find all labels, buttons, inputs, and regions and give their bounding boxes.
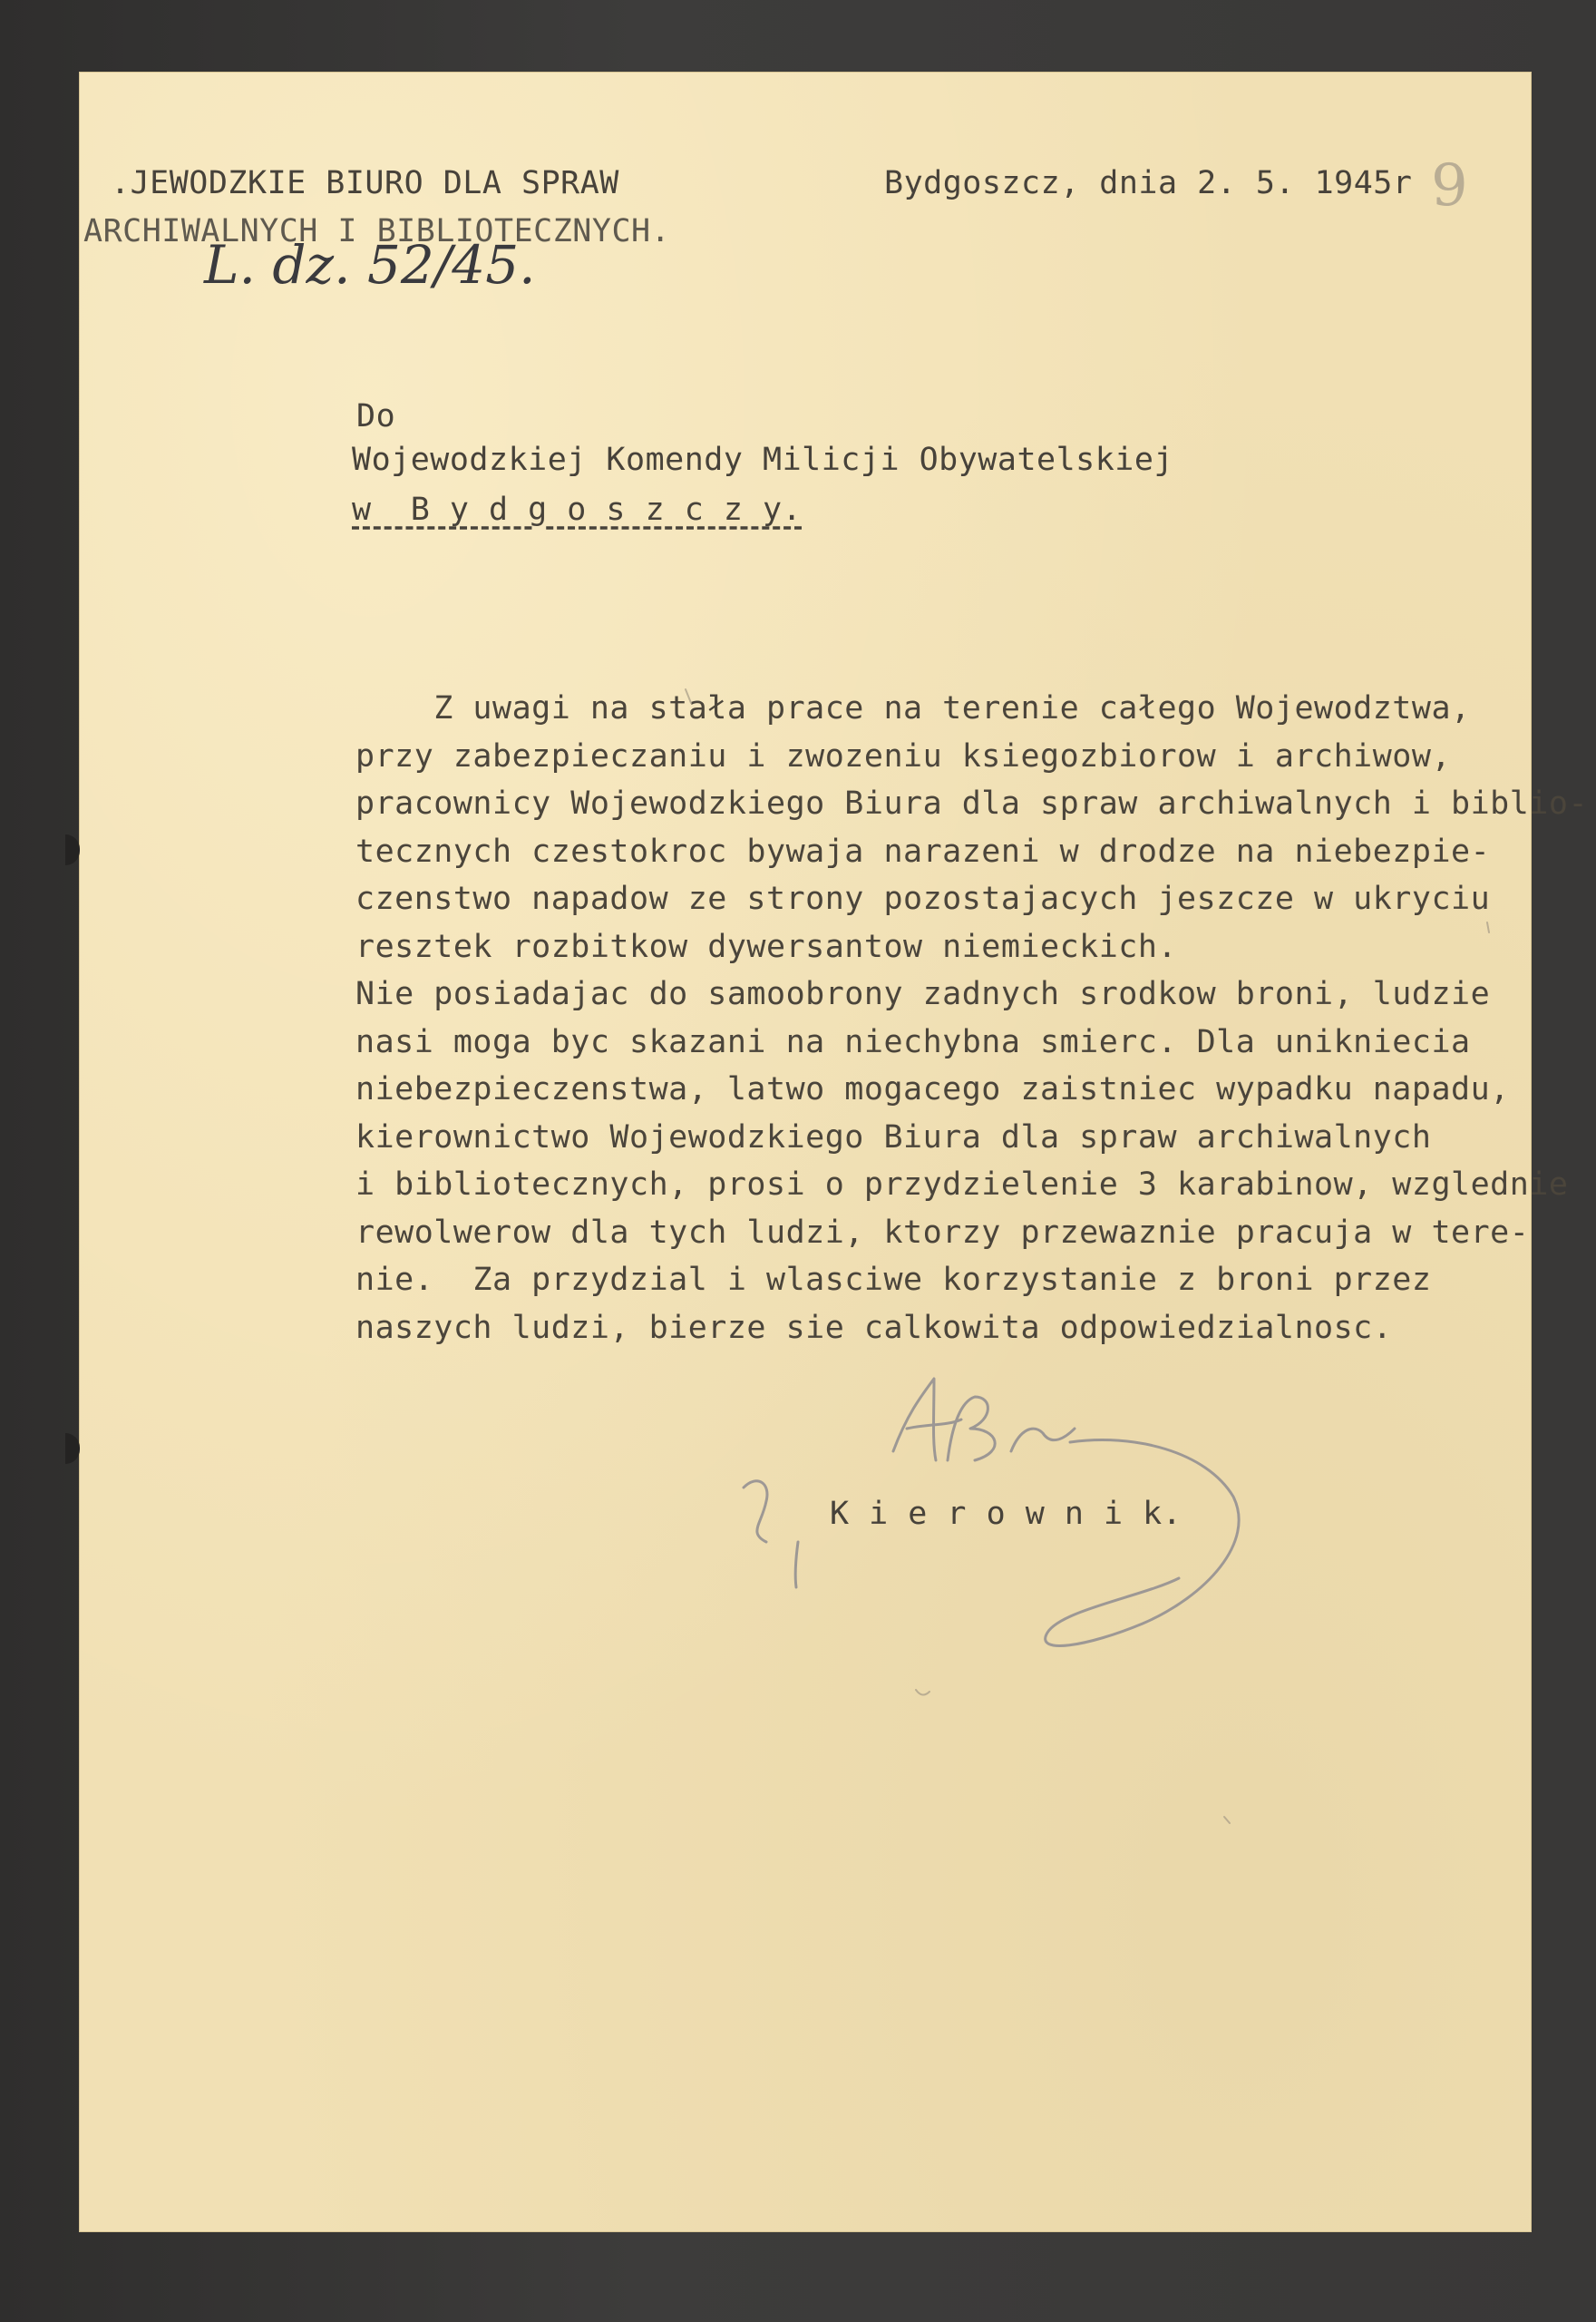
addressee-city: w B y d g o s z c z y. [352,492,803,528]
body-line: tecznych czestokroc bywaja narazeni w drodze na niebezpie- [355,833,1491,870]
body-line: pracownicy Wojewodzkiego Biura dla spraw archiwalnych i biblio- [355,785,1589,822]
body-line: i bibliotecznych, prosi o przydzielenie 3 karabinow, wzglednie [355,1166,1569,1203]
body-line: niebezpieczenstwa, latwo mogacego zaistniec wypadku napadu, [355,1071,1510,1107]
letterhead-line-2: ARCHIWALNYCH I BIBLIOTECZNYCH. [83,213,671,249]
body-line: kierownictwo Wojewodzkiego Biura dla spraw archiwalnych [355,1118,1432,1156]
reference-number-handwritten: L. dz. 52/45. [204,234,536,296]
body-line: naszych ludzi, bierze sie calkowita odpowiedzialnosc. [355,1309,1393,1346]
addressee-name: Wojewodzkiej Komendy Milicji Obywatelskiej [352,442,1174,478]
signature-title: K i e r o w n i k. [830,1496,1182,1532]
letter-body [355,685,1589,1351]
place-date: Bydgoszcz, dnia 2. 5. 1945r [884,165,1413,201]
body-line: przy zabezpieczaniu i zwozeniu ksiegozbiorow i archiwow, [355,737,1452,775]
body-line: nie. Za przydzial i wlasciwe korzystanie z broni przez [355,1262,1432,1298]
folio-pencil-mark: 9 [1431,152,1468,220]
body-line: czenstwo napadow ze strony pozostajacych jeszcze w ukryciu [355,881,1491,917]
body-line: nasi moga byc skazani na niechybna smierc. Dla unikniecia [355,1023,1471,1060]
body-line: rewolwerow dla tych ludzi, ktorzy przewaznie pracuja w tere- [355,1214,1530,1251]
letterhead-line-1: .JEWODZKIE BIURO DLA SPRAW [111,165,619,201]
body-line: Nie posiadajac do samoobrony zadnych srodkow broni, ludzie [355,976,1491,1012]
body-line: resztek rozbitkow dywersantow niemieckich. [355,928,1178,965]
body-line: Z uwagi na stała prace na terenie całego Wojewodztwa, [355,690,1471,727]
addressee-to: Do [356,398,396,434]
